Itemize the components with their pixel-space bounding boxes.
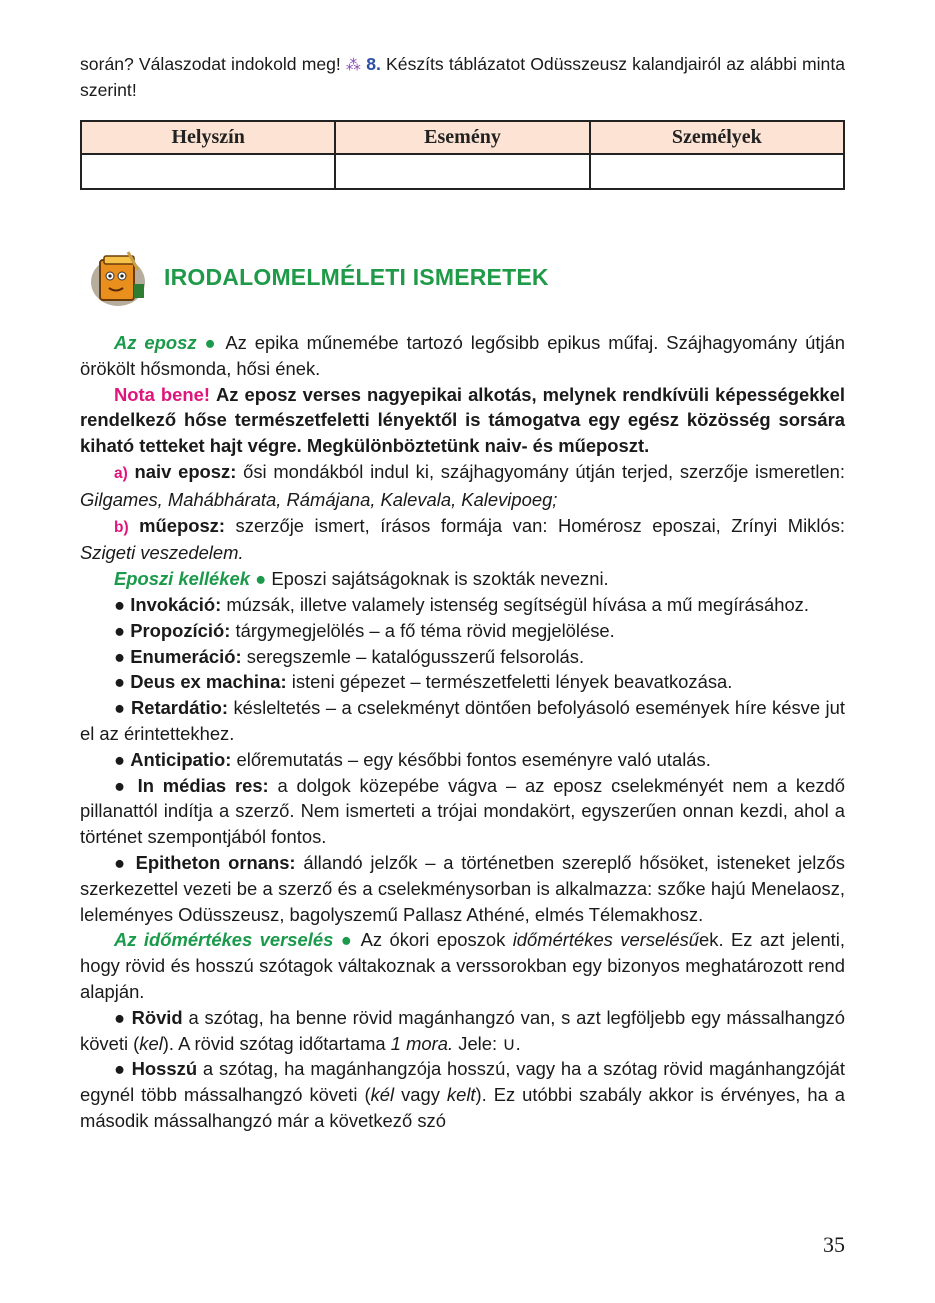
bullet-icon: ● <box>114 1058 126 1080</box>
table-cell <box>335 154 589 189</box>
rovid-mora: 1 mora. <box>390 1032 454 1054</box>
bullet-icon: ● <box>204 332 219 353</box>
item-text: seregszemle – katalógusszerű felsorolás. <box>246 645 585 667</box>
task-mark-icon: ⁂ <box>345 57 362 74</box>
page-content <box>80 52 845 1134</box>
naiv-eposz-term: naiv eposz: <box>134 460 237 482</box>
kellekek-term: Eposzi kellékek <box>114 568 250 590</box>
task-paragraph <box>80 52 845 103</box>
bullet-icon: ● <box>114 697 126 719</box>
mueposz-example: Szigeti veszedelem. <box>80 542 244 564</box>
item-term: Deus ex machina: <box>130 671 287 693</box>
mueposz-term: műeposz: <box>139 514 226 536</box>
mueposz-text: szerzője ismert, írásos formája van: Homérosz eposzai, Zrínyi Miklós: <box>235 514 845 536</box>
template-table <box>80 120 845 190</box>
section-heading <box>80 252 845 322</box>
task-number: 8. <box>366 54 381 74</box>
list-item <box>80 773 845 850</box>
bullet-icon: ● <box>114 851 128 873</box>
item-term: Epitheton ornans: <box>135 851 296 873</box>
table-row <box>81 154 844 189</box>
eposz-definition: Az epika műnemébe tartozó legősibb epikus műfaj. Szájhagyomány útján örökölt hősmonda, hősi ének. <box>80 332 845 379</box>
intro-text: során? Válaszodat indokold meg! <box>80 54 341 74</box>
label-b: b) <box>114 518 129 536</box>
bullet-icon: ● <box>114 1006 126 1028</box>
item-text: múzsák, illetve valamely istenség segítségül hívása a mű megírásához. <box>226 593 809 615</box>
table-header-row <box>81 121 844 154</box>
rovid-text: a szótag, ha benne rövid magánhangzó van, s azt legföljebb egy mássalhangzó követi ( <box>80 1006 845 1054</box>
idomertek-term: Az időmértékes verselés <box>114 929 334 951</box>
rovid-sign: Jele: ∪. <box>458 1032 521 1054</box>
header-esemeny: Esemény <box>335 121 589 154</box>
list-item <box>80 669 845 695</box>
bullet-icon: ● <box>114 645 126 667</box>
nota-bene-paragraph <box>80 382 845 459</box>
task-text: Készíts táblázatot Odüsszeusz kalandjairól az alábbi minta szerint! <box>80 54 846 100</box>
rovid-example: kel <box>139 1032 163 1054</box>
item-term: Propozíció: <box>130 619 231 641</box>
item-term: Anticipatio: <box>130 748 232 770</box>
idomertek-text-b: ek. Ez azt jelenti, hogy rövid és hosszú szótagok váltakoznak a verssorokban egy bizonyos meghatározott rend alapján. <box>80 929 845 1002</box>
hosszu-text: a szótag, ha magánhangzója hosszú, vagy ha a szótag rövid magánhangzóját egynél több mássalhangzó követi ( <box>80 1058 845 1106</box>
item-text: a dolgok közepébe vágva – az eposz cselekményét nem a kezdő pillanattól indítja a szerző. Nem ismerteti a trójai mondakört, egyszerűen onnan kezdi, ahol a történet szempontjából fontos. <box>80 774 845 848</box>
eposz-paragraph <box>80 330 845 382</box>
list-item <box>80 644 845 670</box>
section-title: IRODALOMELMÉLETI ISMERETEK <box>164 264 549 290</box>
kellekek-paragraph <box>80 566 845 592</box>
hosszu-example-2: kelt <box>446 1084 476 1106</box>
bullet-icon: ● <box>114 619 126 641</box>
hosszu-or: vagy <box>401 1084 440 1106</box>
rovid-term: Rövid <box>131 1006 183 1028</box>
list-item <box>80 850 845 927</box>
idomertek-text: Az ókori eposzok <box>360 929 506 951</box>
kellekek-text: Eposzi sajátságoknak is szokták nevezni. <box>271 568 609 590</box>
idomertek-italic: időmértékes verselésű <box>512 929 700 951</box>
bullet-icon: ● <box>114 774 129 796</box>
mueposz-paragraph <box>80 513 845 567</box>
list-item <box>80 592 845 618</box>
rovid-text-b: ). A rövid szótag időtartama <box>162 1032 386 1054</box>
label-a: a) <box>114 464 128 482</box>
item-text: késleltetés – a cselekményt döntően befolyásoló események híre késve jut el az érintettekhez. <box>80 697 845 744</box>
eposz-term: Az eposz <box>114 332 197 353</box>
naiv-eposz-examples: Gilgames, Mahábhárata, Rámájana, Kalevala, Kalevipoeg; <box>80 488 558 510</box>
list-item <box>80 618 845 644</box>
naiv-eposz-paragraph <box>80 459 845 513</box>
page-number: 35 <box>823 1232 845 1257</box>
header-helyszin: Helyszín <box>81 121 335 154</box>
naiv-eposz-text: ősi mondákból indul ki, szájhagyomány útján terjed, szerzője ismeretlen: <box>243 460 845 482</box>
item-term: In médias res: <box>137 774 269 796</box>
bullet-icon: ● <box>340 929 355 951</box>
list-item <box>80 695 845 747</box>
bullet-icon: ● <box>114 671 126 693</box>
idomertek-paragraph <box>80 927 845 1004</box>
item-text: isteni gépezet – természetfeletti lények beavatkozása. <box>291 671 733 693</box>
table-cell <box>81 154 335 189</box>
item-text: tárgymegjelölés – a fő téma rövid megjelölése. <box>235 619 615 641</box>
bullet-icon: ● <box>255 568 267 590</box>
item-term: Retardátio: <box>130 697 229 719</box>
list-item <box>80 747 845 773</box>
hosszu-term: Hosszú <box>131 1058 198 1080</box>
book-mascot-icon <box>88 248 148 308</box>
item-term: Enumeráció: <box>130 645 242 667</box>
nota-bene-text: Az eposz verses nagyepikai alkotás, melynek rendkívüli képességekkel rendelkező hőse természetfeletti lényektől is támogatva egy egész közösség sorsára kiható tetteket hajt végre. Megkülönböztetünk naiv- és műeposzt. <box>80 383 845 457</box>
header-szemelyek: Személyek <box>590 121 844 154</box>
item-term: Invokáció: <box>130 593 222 615</box>
table-cell <box>590 154 844 189</box>
task-intro <box>80 52 845 103</box>
rovid-paragraph <box>80 1005 845 1057</box>
item-text: állandó jelzők – a történetben szereplő hősöket, isteneket jelzős szerkezettel vezeti be a szerző és a cselekménysorban is alkalmazza: szőke hajú Menelaosz, leleményes Odüsszeusz, bagolyszemű Pallasz Athéné, elmés Télemakhosz. <box>80 851 845 925</box>
hosszu-example-1: kél <box>370 1084 395 1106</box>
hosszu-text-b: ). Ez utóbbi szabály akkor is érvényes, ha a második mássalhangzó már a következő szó <box>80 1084 845 1131</box>
bullet-icon: ● <box>114 593 126 615</box>
hosszu-paragraph <box>80 1056 845 1133</box>
nota-bene-label: Nota bene! <box>114 383 210 405</box>
bullet-icon: ● <box>114 748 126 770</box>
item-text: előremutatás – egy későbbi fontos eseményre való utalás. <box>236 748 711 770</box>
